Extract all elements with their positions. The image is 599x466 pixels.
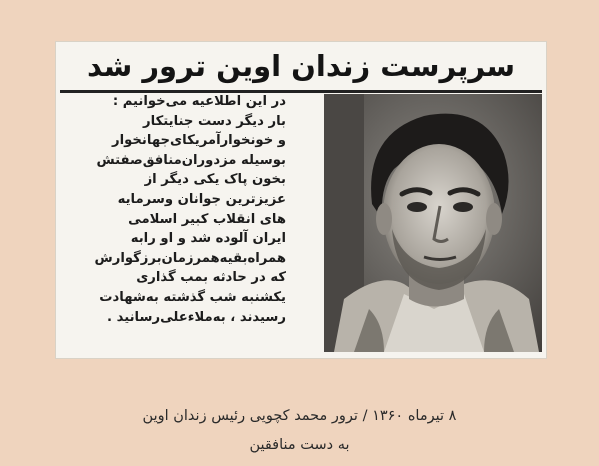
caption-line-2: به دست منافقین (249, 437, 350, 453)
newspaper-clipping (56, 42, 546, 358)
article-line: ایران آلوده شد و او رابه (130, 231, 286, 247)
article-line: و خونخوارآمریکای‌جهانخوار (112, 133, 286, 149)
clipping-headline: سرپرست زندان اوین ترور شد (87, 49, 515, 83)
article-line: که در حادثه بمب گذاری (136, 270, 286, 286)
photo-caption (0, 402, 599, 460)
portrait-illustration (324, 94, 542, 352)
article-line: یکشنبه شب گذشته به‌شهادت (99, 289, 286, 305)
article-line: بخون پاک یکی دیگر از (144, 172, 286, 188)
article-line: در این اطلاعیه می‌خوانیم : (112, 94, 286, 109)
article-line: همراه‌بقیه‌همرزمان‌برزگوارش (94, 250, 286, 266)
article-body (64, 92, 286, 354)
caption-line-1: ۸ تیرماه ۱۳۶۰ / ترور محمد کچویی رئیس زندان اوین (142, 408, 457, 424)
article-line: رسیدند ، به‌ملاءعلی‌رسانید . (107, 309, 286, 325)
article-line: عزیزترین جوانان وسرمایه (117, 191, 286, 207)
article-line: های انقلاب کبیر اسلامی (128, 211, 286, 227)
article-line: بوسیله مزدوران‌منافق‌صفتش (96, 152, 286, 168)
portrait-photo (324, 94, 542, 352)
article-line: بار دیگر دست جنایتکار (143, 113, 286, 129)
